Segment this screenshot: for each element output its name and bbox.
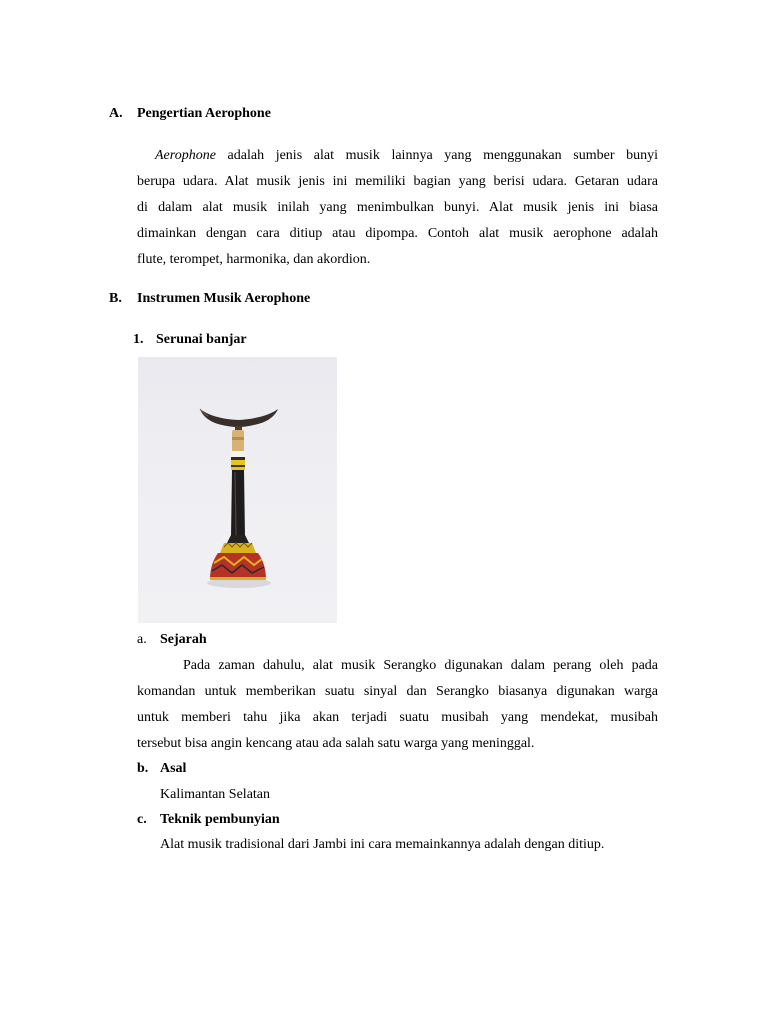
paragraph-line-text: adalah jenis alat musik lainnya yang menggunakan sumber bunyi — [227, 148, 658, 163]
teknik-text: Alat musik tradisional dari Jambi ini cara memainkannya adalah dengan ditiup. — [160, 837, 605, 852]
sub-b-marker: b. — [137, 761, 149, 776]
paragraph-line: tersebut bisa angin kencang atau ada salah satu warga yang meninggal. — [137, 736, 535, 751]
section-a-heading — [109, 106, 271, 122]
paragraph-line: untuk memberi tahu jika akan terjadi suatu musibah yang mendekat, musibah — [137, 710, 658, 725]
item-1-title: Serunai banjar — [156, 332, 247, 347]
section-b-title: Instrumen Musik Aerophone — [137, 291, 311, 306]
paragraph-line: flute, terompet, harmonika, dan akordion. — [137, 252, 371, 267]
sub-a-marker: a. — [137, 632, 147, 647]
sub-a-heading — [137, 632, 207, 648]
aerophone-term: Aerophone — [155, 148, 216, 163]
serunai-instrument-illustration — [138, 357, 337, 623]
serunai-banjar-photo — [138, 357, 337, 623]
paragraph-line — [137, 143, 658, 169]
sub-c-heading — [137, 812, 280, 828]
paragraph-line: di dalam alat musik inilah yang menimbulkan bunyi. Alat musik jenis ini biasa — [137, 200, 658, 215]
sub-c-title: Teknik pembunyian — [160, 812, 280, 827]
paragraph-line: Pada zaman dahulu, alat musik Serangko digunakan dalam perang oleh pada — [183, 658, 658, 673]
sub-a-title: Sejarah — [160, 632, 207, 647]
section-b-marker: B. — [109, 291, 122, 306]
paragraph-line: berupa udara. Alat musik jenis ini memiliki bagian yang berisi udara. Getaran udara — [137, 174, 658, 189]
sub-b-heading — [137, 761, 186, 777]
item-1-marker: 1. — [133, 332, 144, 347]
sejarah-paragraph — [137, 653, 658, 757]
sub-b-title: Asal — [160, 761, 187, 776]
item-1-heading — [133, 332, 247, 348]
section-a-title: Pengertian Aerophone — [137, 106, 271, 121]
asal-text: Kalimantan Selatan — [160, 787, 271, 802]
section-a-paragraph — [137, 143, 658, 273]
section-a-marker: A. — [109, 106, 123, 121]
sub-c-marker: c. — [137, 812, 147, 827]
paragraph-line: dimainkan dengan cara ditiup atau dipompa. Contoh alat musik aerophone adalah — [137, 226, 658, 241]
paragraph-line: komandan untuk memberikan suatu sinyal dan Serangko biasanya digunakan warga — [137, 684, 658, 699]
section-b-heading — [109, 291, 310, 307]
